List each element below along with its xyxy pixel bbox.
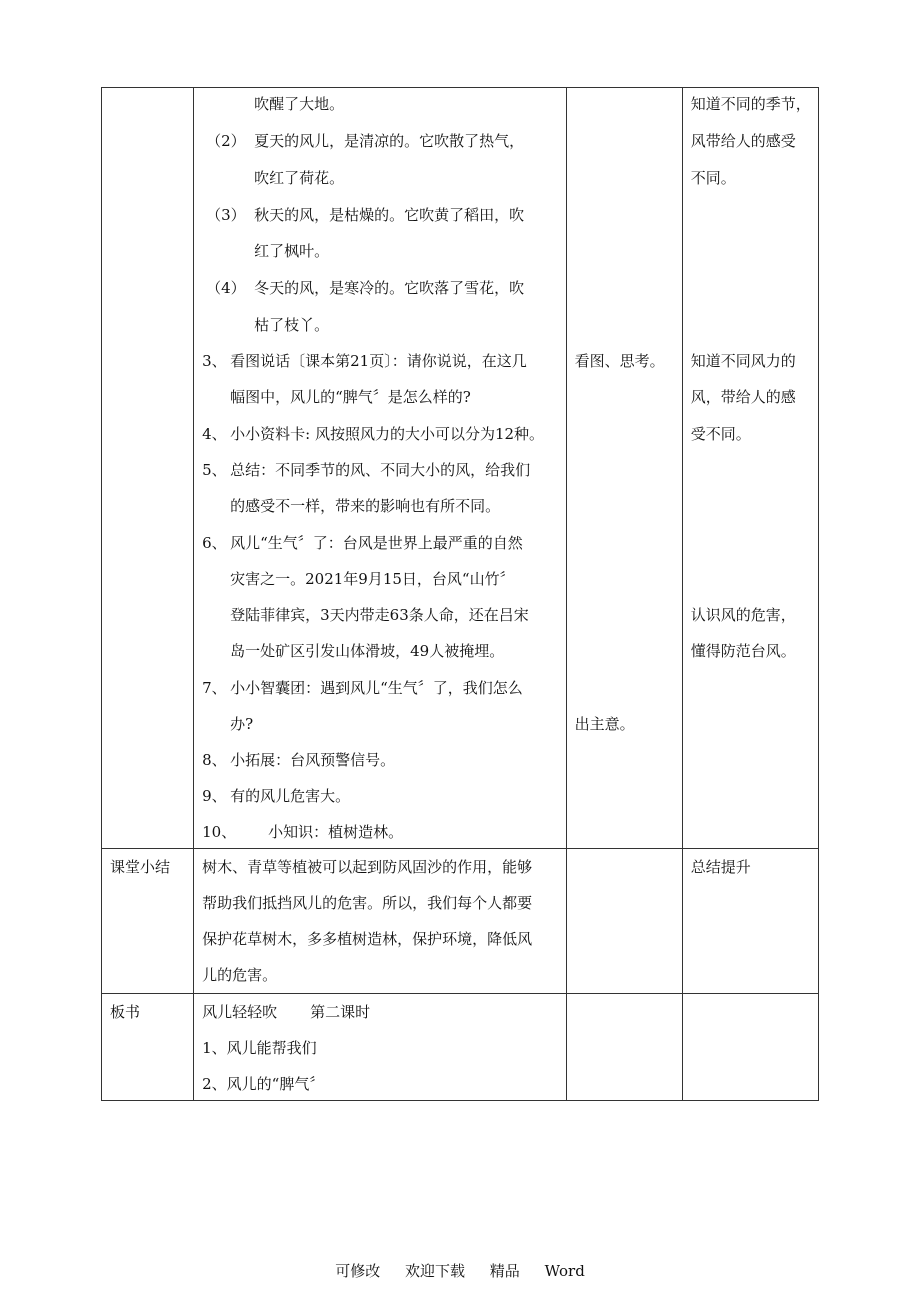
content-line: 红了枫叶。: [254, 242, 330, 260]
summary-row: [102, 849, 819, 994]
board-student-cell: [566, 994, 682, 1101]
footer-item: 精品: [489, 1262, 520, 1280]
item-number: （4）: [206, 279, 246, 297]
footer-item: Word: [544, 1262, 585, 1280]
intent-line: 懂得防范台风。: [690, 642, 796, 660]
content-line: 岛一处矿区引发山体滑坡，49人被掩埋。: [230, 642, 505, 660]
item-number: 9、: [202, 787, 227, 805]
summary-line: 保护花草树木，多多植树造林，保护环境，降低风: [202, 930, 533, 948]
summary-label-cell: [102, 849, 194, 994]
item-number: 10、: [202, 823, 237, 841]
content-line: 灾害之一。2021年9月15日，台风“山竹〞: [230, 570, 515, 588]
item-number: 7、: [202, 679, 227, 697]
content-line: 夏天的风儿，是清凉的。它吹散了热气，: [254, 132, 525, 150]
summary-intent-cell: [682, 849, 818, 994]
student-activity: 出主意。: [574, 715, 635, 733]
footer-item: 可修改: [335, 1262, 381, 1280]
intent-line: 受不同。: [690, 425, 751, 443]
lesson-plan-table: [101, 87, 819, 1101]
item-number: 4、: [202, 425, 227, 443]
board-label: 板书: [110, 1003, 141, 1021]
content-line: 登陆菲律宾，3天内带走63条人命，还在吕宋: [230, 606, 529, 624]
process-content-cell: [194, 88, 567, 849]
board-label-cell: [102, 994, 194, 1101]
summary-intent: 总结提升: [690, 858, 751, 876]
content-line: 小拓展：台风预警信号。: [230, 751, 396, 769]
summary-content-cell: [194, 849, 567, 994]
board-intent-cell: [682, 994, 818, 1101]
board-content-cell: [194, 994, 567, 1101]
content-line: 小小资料卡: 风按照风力的大小可以分为12种。: [230, 425, 545, 443]
summary-line: 儿的危害。: [202, 966, 278, 984]
content-line: 幅图中，风儿的“脾气〞是怎么样的?: [230, 388, 471, 406]
process-student-cell: [566, 88, 682, 849]
board-row: [102, 994, 819, 1101]
process-intent-cell: [682, 88, 818, 849]
content-line: 吹红了荷花。: [254, 169, 345, 187]
content-line: 小知识：植树造林。: [268, 823, 404, 841]
content-line: 吹醒了大地。: [254, 95, 345, 113]
item-number: 8、: [202, 751, 227, 769]
board-title: 风儿轻轻吹: [202, 1003, 278, 1021]
item-number: （3）: [206, 206, 246, 224]
content-line: 冬天的风，是寒冷的。它吹落了雪花，吹: [254, 279, 525, 297]
intent-line: 知道不同的季节，: [690, 95, 811, 113]
board-line: 2、风儿的“脾气〞: [202, 1075, 325, 1093]
intent-line: 知道不同风力的: [690, 352, 796, 370]
content-line: 秋天的风，是枯燥的。它吹黄了稻田，吹: [254, 206, 525, 224]
summary-label: 课堂小结: [110, 858, 171, 876]
item-number: 6、: [202, 534, 227, 552]
content-line: 有的风儿危害大。: [230, 787, 351, 805]
summary-student-cell: [566, 849, 682, 994]
content-line: 风儿“生气〞了：台风是世界上最严重的自然: [230, 534, 523, 552]
content-line: 办?: [230, 715, 254, 733]
intent-line: 风，带给人的感: [690, 388, 796, 406]
process-row: [102, 88, 819, 849]
item-number: 3、: [202, 352, 227, 370]
content-line: 看图说话〔课本第21页〕：请你说说，在这几: [230, 352, 527, 370]
content-line: 小小智囊团：遇到风儿“生气〞了，我们怎么: [230, 679, 523, 697]
board-line: 1、风儿能帮我们: [202, 1039, 317, 1057]
item-number: 5、: [202, 461, 227, 479]
student-activity: 看图、思考。: [574, 352, 665, 370]
content-line: 总结：不同季节的风、不同大小的风，给我们: [230, 461, 531, 479]
page-footer: [0, 1260, 920, 1281]
summary-line: 帮助我们抵挡风儿的危害。所以，我们每个人都要: [202, 894, 533, 912]
content-line: 枯了枝丫。: [254, 316, 330, 334]
footer-item: 欢迎下载: [405, 1262, 466, 1280]
intent-line: 认识风的危害，: [690, 606, 796, 624]
item-number: （2）: [206, 132, 246, 150]
intent-line: 风带给人的感受: [690, 132, 796, 150]
summary-line: 树木、青草等植被可以起到防风固沙的作用，能够: [202, 858, 533, 876]
process-label-cell: [102, 88, 194, 849]
content-line: 的感受不一样，带来的影响也有所不同。: [230, 497, 501, 515]
board-subtitle: 第二课时: [310, 1003, 371, 1021]
intent-line: 不同。: [690, 169, 736, 187]
